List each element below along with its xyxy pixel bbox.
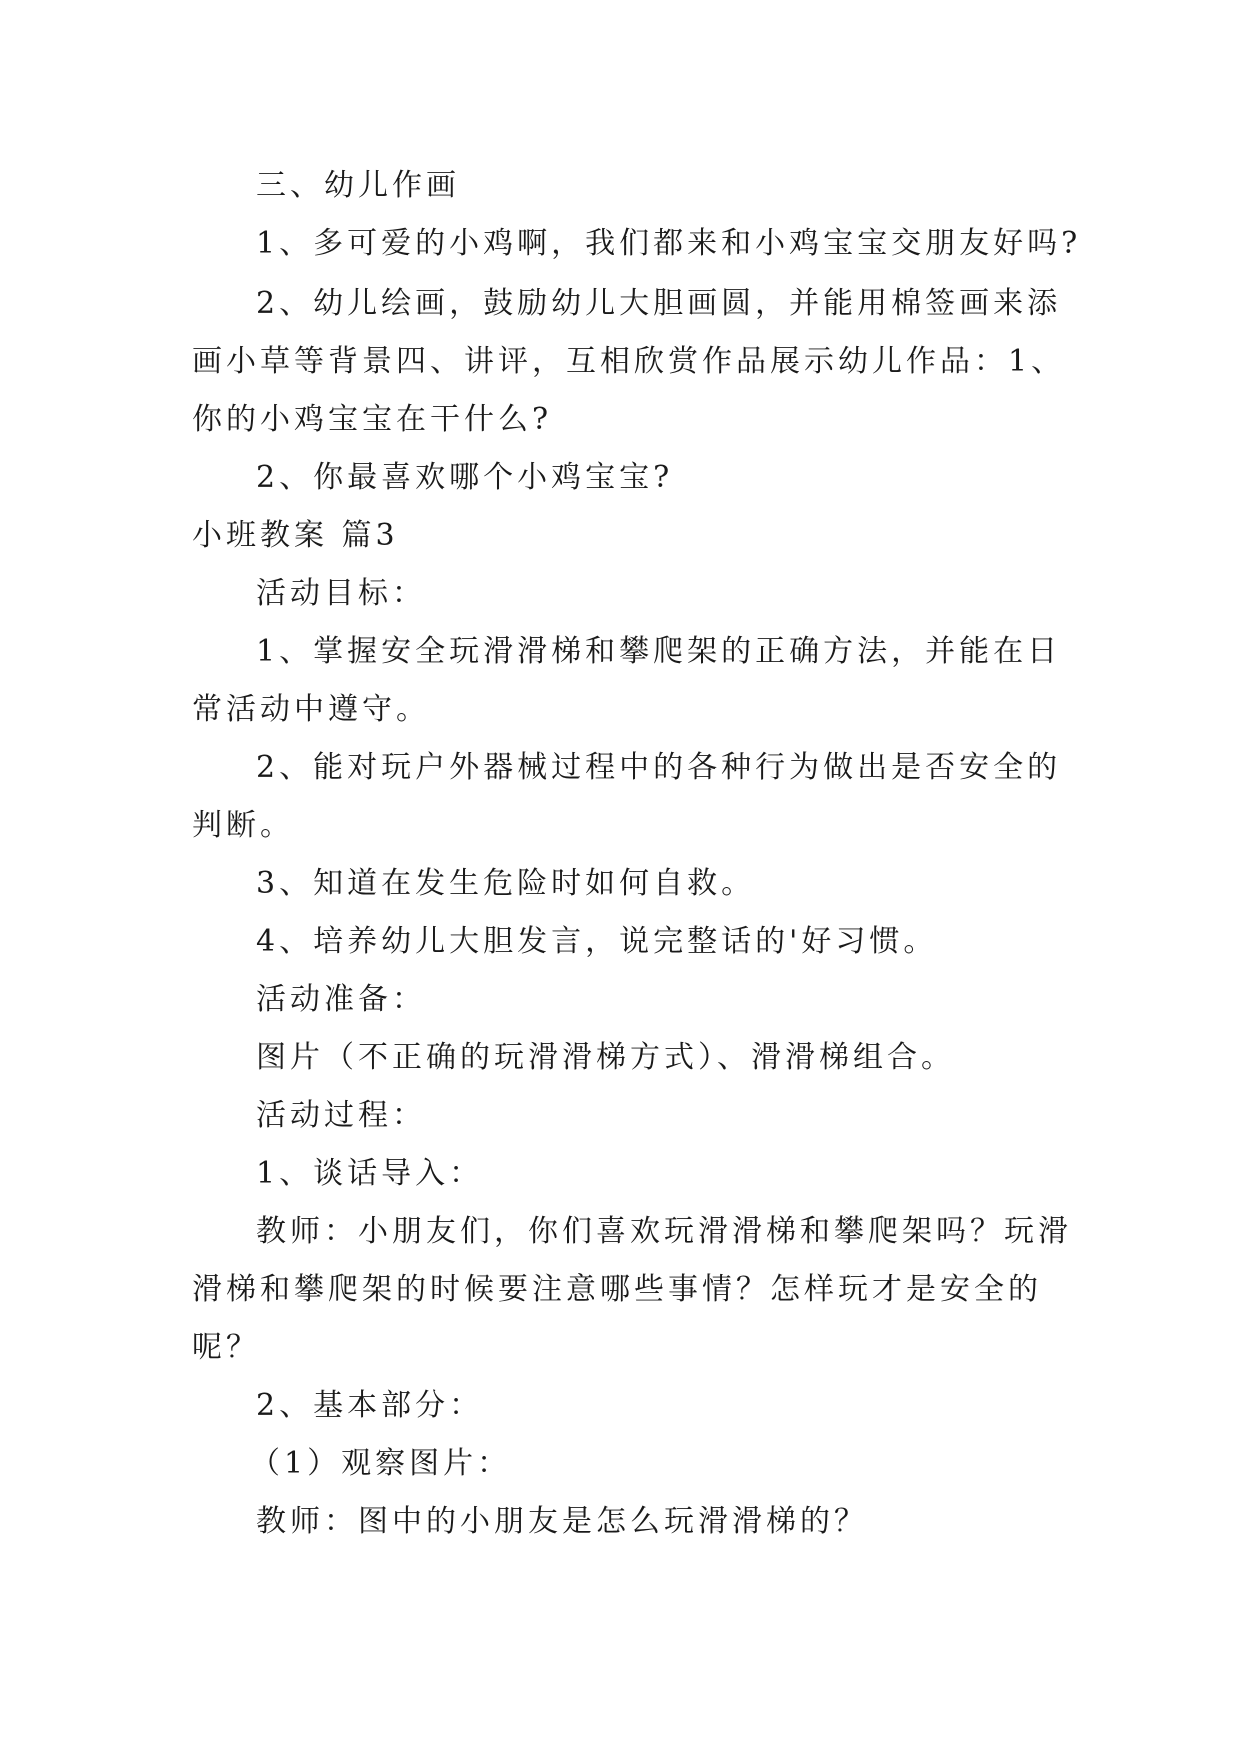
paragraph-line: 教师：图中的小朋友是怎么玩滑滑梯的？ (256, 1504, 868, 1539)
paragraph-line: 教师：小朋友们，你们喜欢玩滑滑梯和攀爬架吗？玩滑 (256, 1214, 1072, 1249)
paragraph-line: 4、培养幼儿大胆发言，说完整话的'好习惯。 (256, 924, 938, 959)
section-heading-process: 活动过程： (256, 1098, 426, 1133)
paragraph-line: 2、能对玩户外器械过程中的各种行为做出是否安全的 (256, 750, 1062, 785)
paragraph-line: 画小草等背景四、讲评，互相欣赏作品展示幼儿作品：1、 (192, 344, 1066, 379)
paragraph-line: 1、掌握安全玩滑滑梯和攀爬架的正确方法，并能在日 (256, 634, 1062, 669)
section-heading-goals: 活动目标： (256, 576, 426, 611)
paragraph-line: 呢？ (192, 1330, 260, 1365)
paragraph-line: 1、谈话导入： (256, 1156, 484, 1191)
section-heading-preparation: 活动准备： (256, 982, 426, 1017)
paragraph-line: 滑梯和攀爬架的时候要注意哪些事情？怎样玩才是安全的 (192, 1272, 1042, 1307)
paragraph-line: 2、幼儿绘画，鼓励幼儿大胆画圆，并能用棉签画来添 (256, 286, 1062, 321)
paragraph-line: 2、基本部分： (256, 1388, 484, 1423)
section-heading-drawing: 三、幼儿作画 (256, 168, 460, 203)
paragraph-line: 2、你最喜欢哪个小鸡宝宝? (256, 460, 674, 495)
lesson-title: 小班教案 篇3 (192, 518, 399, 553)
paragraph-line: 3、知道在发生危险时如何自救。 (256, 866, 756, 901)
paragraph-line: （1）观察图片： (250, 1446, 512, 1481)
paragraph-line: 你的小鸡宝宝在干什么? (192, 402, 553, 437)
paragraph-line: 图片（不正确的玩滑滑梯方式）、滑滑梯组合。 (256, 1040, 955, 1075)
paragraph-line: 判断。 (192, 808, 294, 843)
paragraph-line: 常活动中遵守。 (192, 692, 430, 727)
paragraph-line: 1、多可爱的小鸡啊，我们都来和小鸡宝宝交朋友好吗? (256, 226, 1082, 261)
